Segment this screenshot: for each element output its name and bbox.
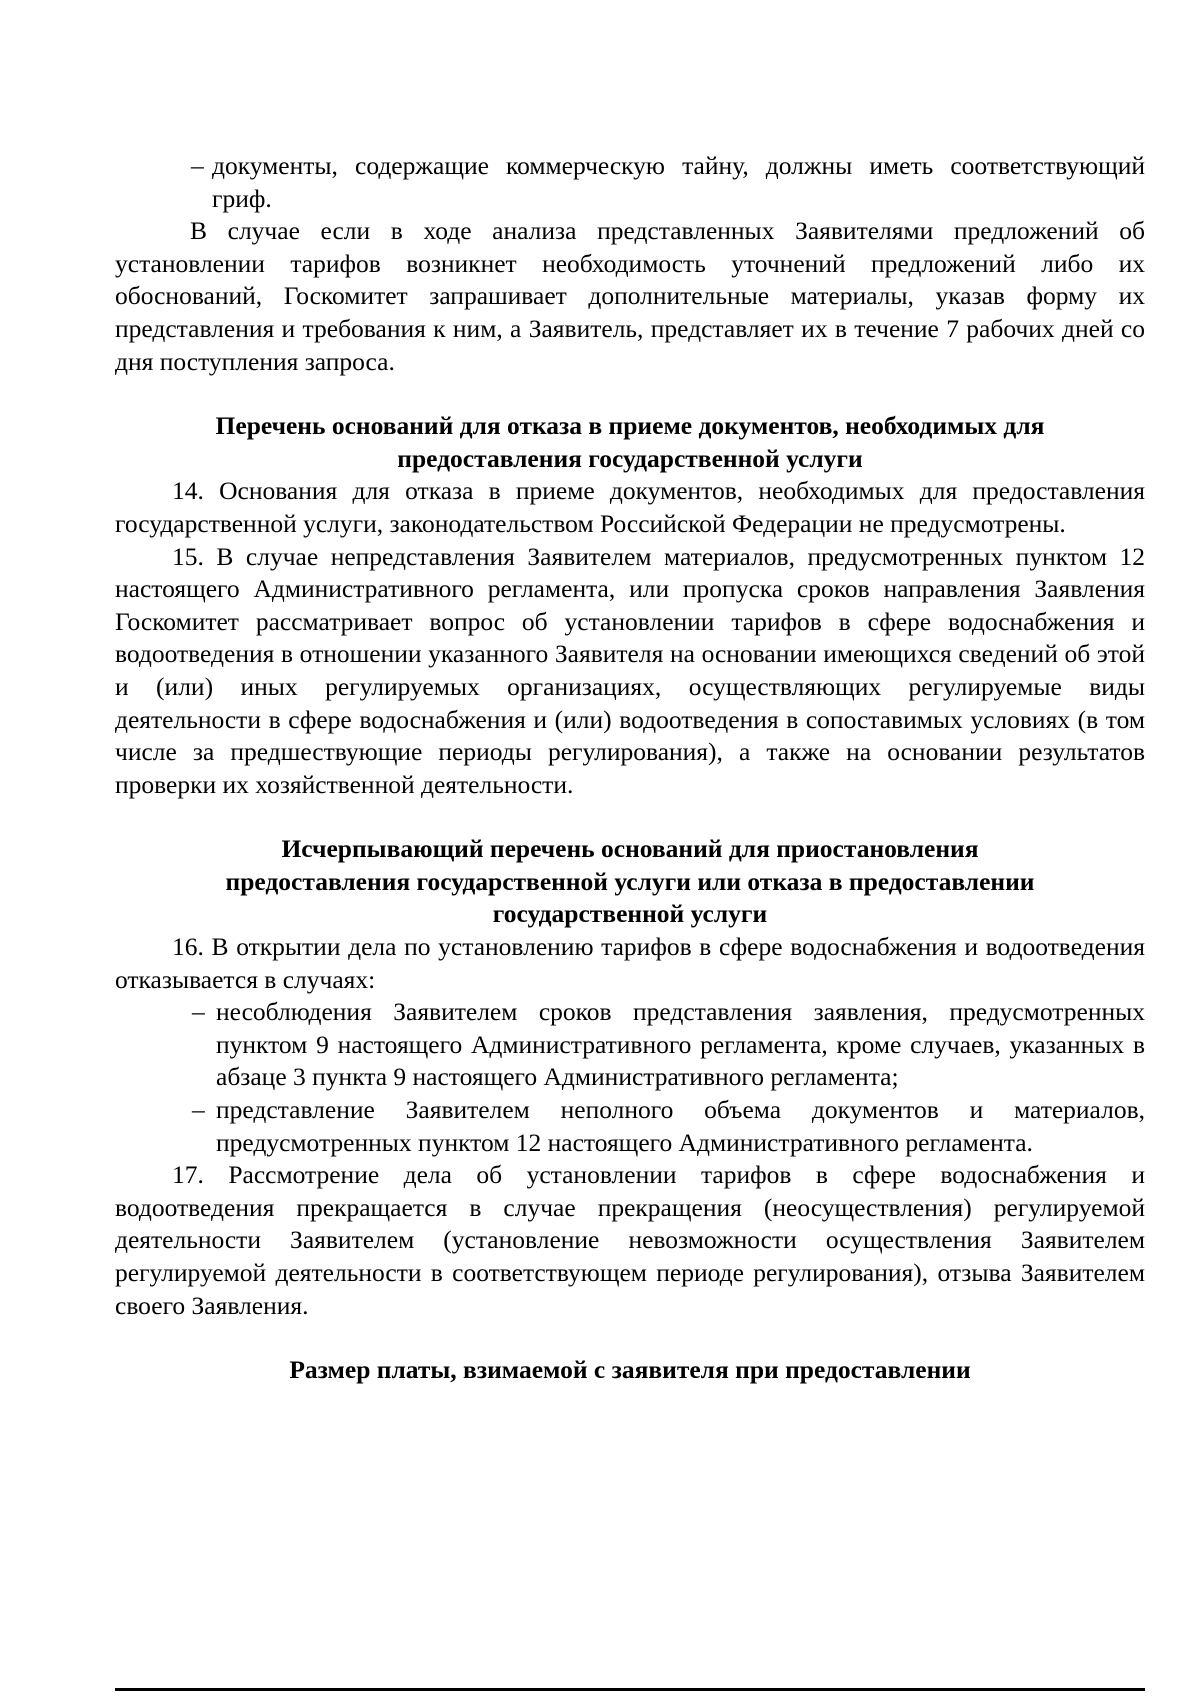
- paragraph-17: 17. Рассмотрение дела об установлении тарифов в сфере водоснабжения и водоотведения прекращается в случае прекращения (неосуществления) регулируемой деятельности Заявителем (установление невозможности осуществления Заявителем регулируемой деятельности в соответствующем периоде регулирования), отзыва Заявителем своего Заявления.: [115, 1160, 1145, 1320]
- list-dash: –: [192, 997, 205, 1027]
- list-item-text: документы, содержащие коммерческую тайну, должны иметь соответствующий гриф.: [212, 151, 1145, 213]
- list-item: [192, 996, 1145, 1094]
- paragraph-15: 15. В случае непредставления Заявителем материалов, предусмотренных пунктом 12 настоящего Административного регламента, или пропуска сроков направления Заявления Госкомитет рассматривает вопрос об установлении тарифов в сфере водоснабжения и водоотведения в отношении указанного Заявителя на основании имеющихся сведений об этой и (или) иных регулируемых организациях, осуществляющих регулируемые виды деятельности в сфере водоснабжения и (или) водоотведения в сопоставимых условиях (в том числе за предшествующие периоды регулирования), а также на основании результатов проверки их хозяйственной деятельности.: [115, 541, 1145, 799]
- spacer: [115, 1322, 1145, 1354]
- list-item: [192, 1094, 1145, 1159]
- list-dash: –: [191, 151, 204, 180]
- paragraph-16: 16. В открытии дела по установлению тарифов в сфере водоснабжения и водоотведения отказывается в случаях:: [115, 932, 1145, 994]
- spacer: [115, 378, 1145, 410]
- heading-line: Размер платы, взимаемой с заявителя при предоставлении: [289, 1355, 971, 1385]
- heading-line: предоставления государственной услуги или отказа в предоставлении: [225, 866, 1035, 896]
- list-item: [191, 150, 1145, 215]
- document-body: [115, 150, 1145, 1387]
- heading-line: государственной услуги: [492, 899, 768, 929]
- list-dash: –: [192, 1095, 205, 1125]
- paragraph-14: 14. Основания для отказа в приеме документов, необходимых для предоставления государственной услуги, законодательством Российской Федерации не предусмотрены.: [115, 476, 1145, 538]
- section-heading-suspension-grounds: [115, 833, 1145, 931]
- list-item-text: несоблюдения Заявителем сроков представления заявления, предусмотренных пунктом 9 настоящего Административного регламента, кроме случаев, указанных в абзаце 3 пункта 9 настоящего Административного регламента;: [216, 997, 1145, 1092]
- paragraph-clarification: В случае если в ходе анализа представленных Заявителями предложений об установлении тарифов возникнет необходимость уточнений предложений либо их обоснований, Госкомитет запрашивает дополнительные материалы, указав форму их представления и требования к ним, а Заявитель, представляет их в течение 7 рабочих дней со дня поступления запроса.: [115, 216, 1145, 376]
- page-bottom-rule: [115, 1688, 1145, 1691]
- section-heading-refusal-documents: [115, 410, 1145, 475]
- heading-line: предоставления государственной услуги: [397, 443, 863, 473]
- list-item-text: представление Заявителем неполного объема документов и материалов, предусмотренных пунктом 12 настоящего Административного регламента.: [216, 1095, 1145, 1157]
- spacer: [115, 801, 1145, 833]
- heading-line: Исчерпывающий перечень оснований для приостановления: [281, 834, 979, 864]
- heading-line: Перечень оснований для отказа в приеме документов, необходимых для: [215, 411, 1045, 441]
- section-heading-fee-size: [115, 1354, 1145, 1387]
